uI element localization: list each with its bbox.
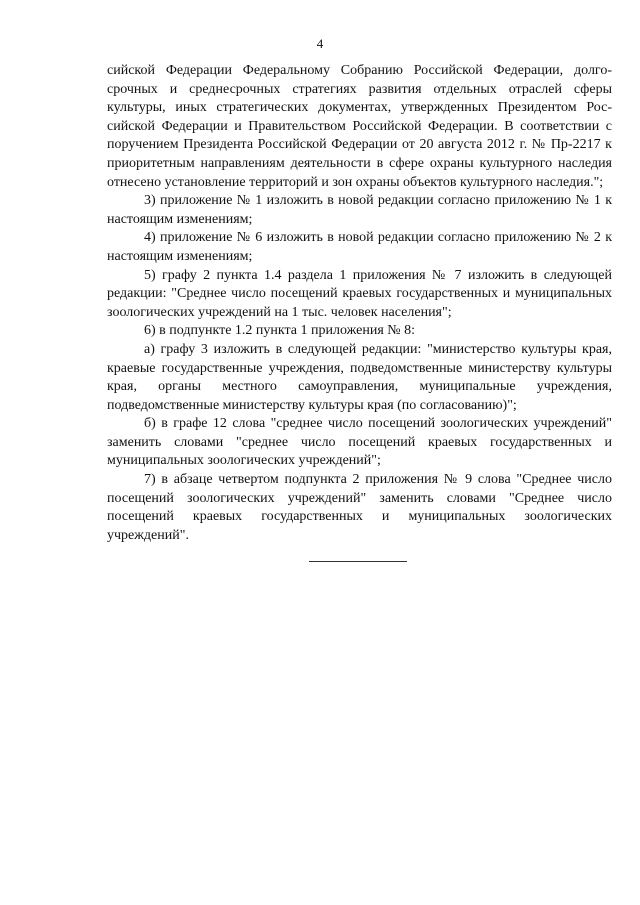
paragraph-item-6a: а) графу 3 изложить в следующей редакции: "министерство культуры края, краевые государственные учреждения, подведомственные министерству культуры края, органы местного самоуправления, муниципальные учреждения, подведомственные министерству культуры края (по согласованию)";: [107, 341, 612, 413]
paragraph-item-3: 3) приложение № 1 изложить в новой редакции согласно приложению № 1 к настоящим изменениям;: [107, 193, 612, 227]
paragraph-item-6: 6) в подпункте 1.2 пункта 1 приложения № 8:: [144, 323, 416, 339]
end-separator-line: [309, 561, 407, 562]
paragraph-continuation: сийской Федерации Федеральному Собранию Российской Федерации, долгосрочных и среднесрочных стратегиях развития отдельных отраслей сферы культуры, иных стратегических документах, утвержденных Президентом Российской Федерации и Правительством Российской Федерации. В соответствии с поручением Президента Российской Федерации от 20 августа 2012 г. № Пр-2217 к приоритетным направлениям деятельности в сфере охраны культурного наследия отнесено установление территорий и зон охраны объектов культурного наследия.";: [107, 63, 612, 190]
page-number: 4: [316, 36, 324, 51]
paragraph-item-5: 5) графу 2 пункта 1.4 раздела 1 приложения № 7 изложить в следующей редакции: "Среднее число посещений краевых государственных и муниципальных зоологических учреждений на 1 тыс. человек населения";: [107, 267, 612, 320]
paragraph-item-4: 4) приложение № 6 изложить в новой редакции согласно приложению № 2 к настоящим изменениям;: [107, 230, 612, 264]
paragraph-item-6b: б) в графе 12 слова "среднее число посещений зоологических учреждений" заменить словами "среднее число посещений краевых государственных и муниципальных зоологических учреждений";: [107, 416, 612, 469]
document-body: [107, 62, 612, 545]
paragraph-item-7: 7) в абзаце четвертом подпункта 2 приложения № 9 слова "Среднее число посещений зоологических учреждений" заменить словами "Среднее число посещений краевых государственных и муниципальных зоологических учреждений".: [107, 472, 612, 543]
